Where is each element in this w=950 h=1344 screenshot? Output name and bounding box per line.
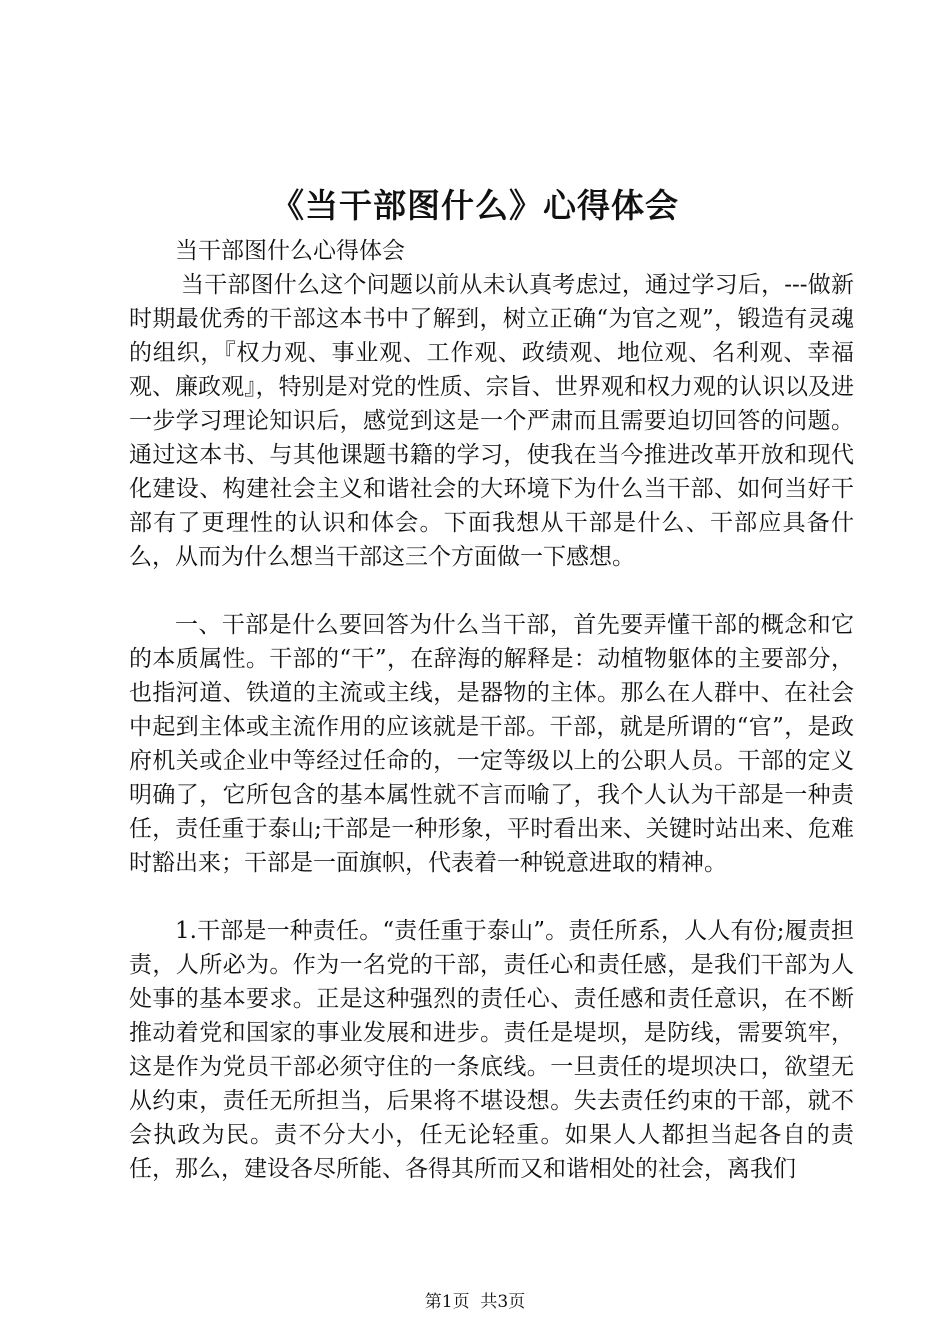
page-number: 第1页 共3页	[424, 1292, 526, 1312]
paragraph-responsibility: 1.干部是一种责任。“责任重于泰山”。责任所系，人人有份;履责担责，人所必为。作为一名党的干部，责任心和责任感，是我们干部为人处事的基本要求。正是这种强烈的责任心、责任感和责任意识，在不断推动着党和国家的事业发展和进步。责任是堤坝，是防线，需要筑牢，这是作为党员干部必须守住的一条底线。一旦责任的堤坝决口，欲望无从约束，责任无所担当，后果将不堪设想。失去责任约束的干部，就不会执政为民。责不分大小，任无论轻重。如果人人都担当起各自的责任，那么，建设各尽所能、各得其所而又和谐相处的社会，离我们	[129, 918, 854, 1182]
paragraph-spacer	[129, 574, 854, 608]
paragraph-spacer	[129, 880, 854, 914]
document-body	[129, 234, 854, 1186]
paragraph-section-one: 一、干部是什么要回答为什么当干部，首先要弄懂干部的概念和它的本质属性。干部的“干”，在辞海的解释是：动植物躯体的主要部分，也指河道、铁道的主流或主线，是器物的主体。那么在人群中、在社会中起到主体或主流作用的应该就是干部。干部，就是所谓的“官”，是政府机关或企业中等经过任命的，一定等级以上的公职人员。干部的定义明确了，它所包含的基本属性就不言而喻了，我个人认为干部是一种责任，责任重于泰山;干部是一种形象，平时看出来、关键时站出来、危难时豁出来；干部是一面旗帜，代表着一种锐意进取的精神。	[129, 612, 854, 876]
paragraph-intro: 当干部图什么这个问题以前从未认真考虑过，通过学习后，---做新时期最优秀的干部这本书中了解到，树立正确“为官之观”，锻造有灵魂的组织，『权力观、事业观、工作观、政绩观、地位观、名利观、幸福观、廉政观』，特别是对党的性质、宗旨、世界观和权力观的认识以及进一步学习理论知识后，感觉到这是一个严肃而且需要迫切回答的问题。通过这本书、与其他课题书籍的学习，使我在当今推进改革开放和现代化建设、构建社会主义和谐社会的大环境下为什么当干部、如何当好干部有了更理性的认识和体会。下面我想从干部是什么、干部应具备什么，从而为什么想当干部这三个方面做一下感想。	[129, 272, 854, 570]
page-footer	[0, 1290, 950, 1314]
document-title: 《当干部图什么》心得体会	[271, 186, 679, 225]
document-subtitle: 当干部图什么心得体会	[175, 238, 405, 264]
